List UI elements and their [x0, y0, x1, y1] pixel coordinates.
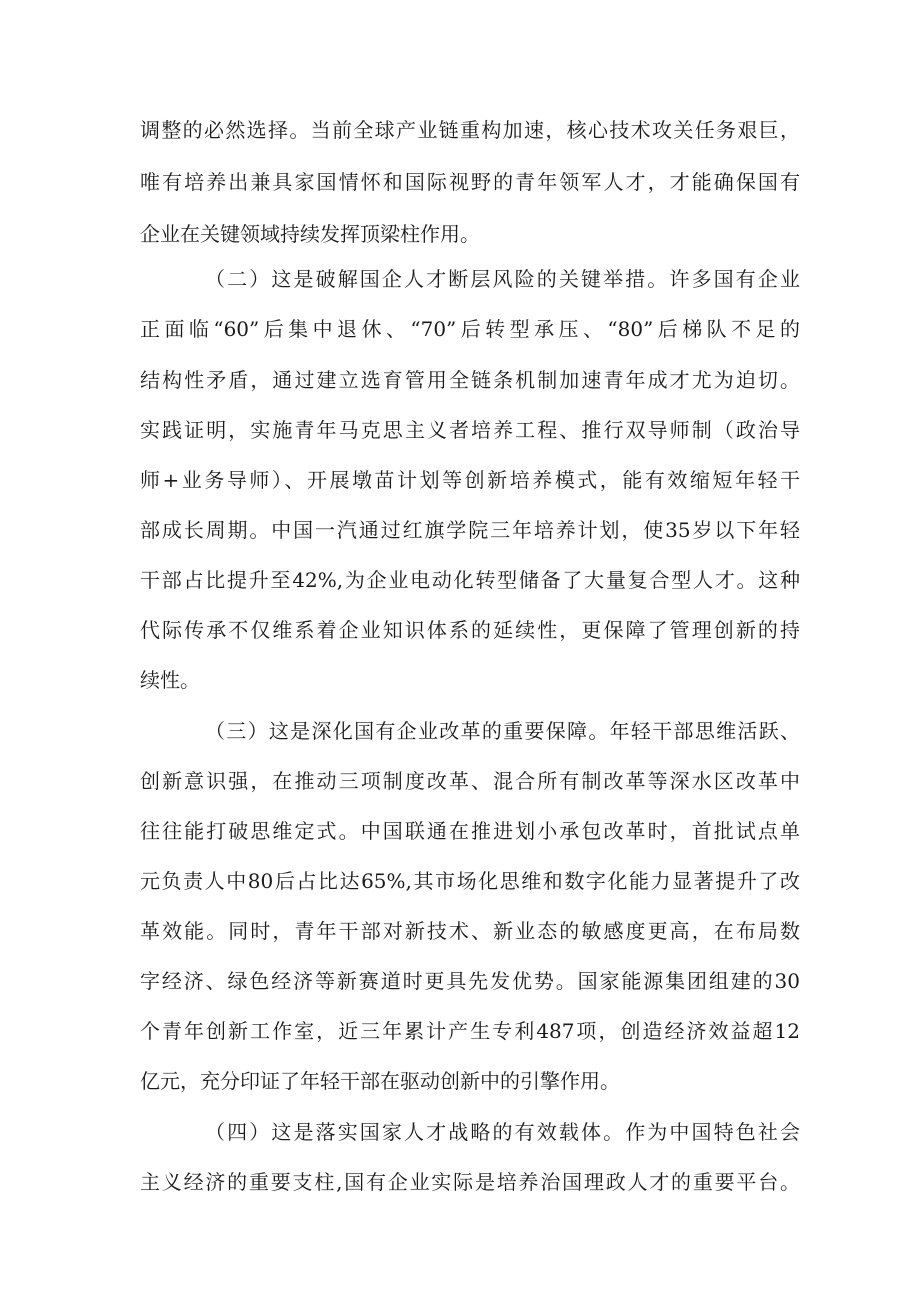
text-line: 师+业务导师）、开展墩苗计划等创新培养模式，能有效缩短年轻干: [140, 468, 800, 492]
text-line: 亿元，充分印证了年轻干部在驱动创新中的引擎作用。: [140, 1069, 620, 1093]
text-line: 干部占比提升至42%,为企业电动化转型储备了大量复合型人才。这种: [140, 568, 800, 592]
text-line: 个青年创新工作室，近三年累计产生专利487项，创造经济效益超12: [140, 1019, 800, 1043]
paragraph-start-line: （三）这是深化国有企业改革的重要保障。年轻干部思维活跃、: [205, 719, 800, 743]
text-line: 企业在关键领域持续发挥顶梁柱作用。: [140, 222, 480, 246]
text-line: 创新意识强，在推动三项制度改革、混合所有制改革等深水区改革中: [140, 769, 800, 793]
text-line: 元负责人中80后占比达65%,其市场化思维和数字化能力显著提升了改: [140, 869, 800, 893]
paragraph-start-line: （四）这是落实国家人才战略的有效载体。作为中国特色社会: [205, 1120, 800, 1144]
text-line: 往往能打破思维定式。中国联通在推进划小承包改革时，首批试点单: [140, 819, 800, 843]
text-line: 代际传承不仅维系着企业知识体系的延续性，更保障了管理创新的持: [140, 618, 800, 642]
text-line: 调整的必然选择。当前全球产业链重构加速，核心技术攻关任务艰巨，: [140, 118, 800, 142]
text-line: 部成长周期。中国一汽通过红旗学院三年培养计划，使35岁以下年轻: [140, 518, 800, 542]
text-line: 续性。: [140, 668, 200, 692]
paragraph-start-line: （二）这是破解国企人才断层风险的关键举措。许多国有企业: [205, 267, 800, 291]
text-line: 革效能。同时，青年干部对新技术、新业态的敏感度更高，在布局数: [140, 919, 800, 943]
text-line: 正面临“60”后集中退休、“70”后转型承压、“80”后梯队不足的: [140, 317, 800, 341]
text-line: 字经济、绿色经济等新赛道时更具先发优势。国家能源集团组建的30: [140, 969, 800, 993]
text-line: 结构性矛盾，通过建立选育管用全链条机制加速青年成才尤为迫切。: [140, 368, 800, 392]
text-line: 唯有培养出兼具家国情怀和国际视野的青年领军人才，才能确保国有: [140, 170, 800, 194]
text-line: 实践证明，实施青年马克思主义者培养工程、推行双导师制（政治导: [140, 418, 800, 442]
text-line: 主义经济的重要支柱,国有企业实际是培养治国理政人才的重要平台。: [140, 1170, 800, 1194]
